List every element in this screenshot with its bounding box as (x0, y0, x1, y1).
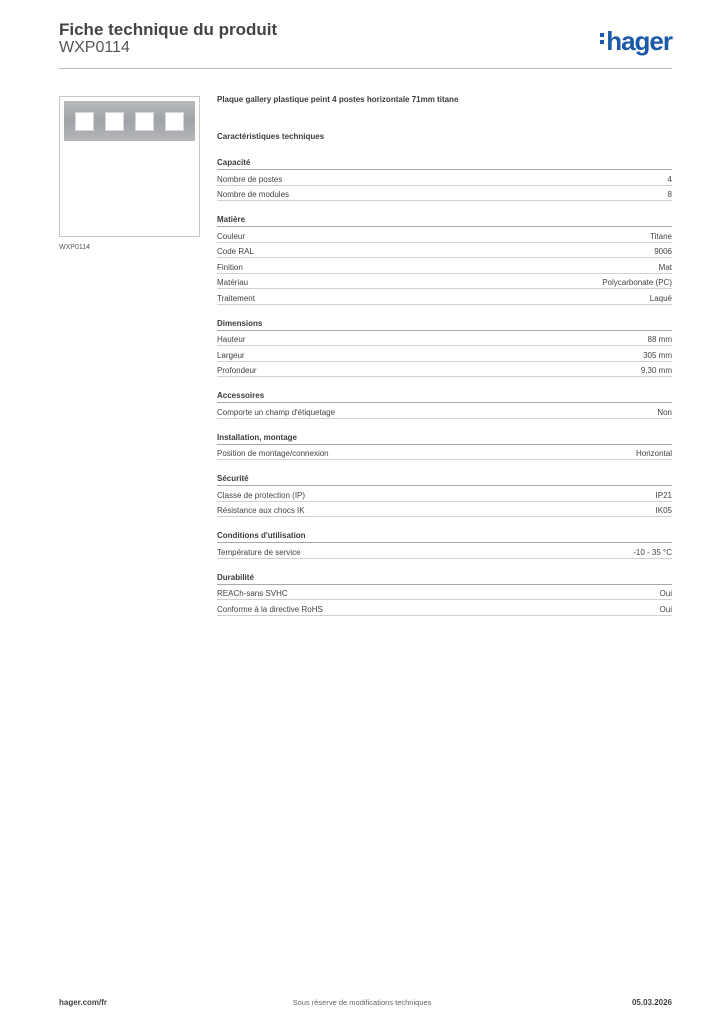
spec-label: Résistance aux chocs IK (217, 506, 305, 515)
spec-value: IK05 (655, 506, 672, 515)
spec-value: 4 (667, 174, 672, 184)
spec-row (217, 600, 672, 616)
spec-row (217, 486, 672, 502)
product-description: Plaque gallery plastique peint 4 postes horizontale 71mm titane (217, 95, 459, 104)
spec-label: Nombre de postes (217, 174, 283, 184)
plate-slot (165, 112, 184, 131)
spec-row (217, 274, 672, 290)
spec-row (217, 170, 672, 186)
spec-label: Température de service (217, 547, 301, 557)
spec-label: REACh-sans SVHC (217, 589, 288, 598)
spec-value: Mat (658, 262, 672, 272)
spec-label: Nombre de modules (217, 190, 290, 199)
section-title: Dimensions (217, 319, 672, 331)
spec-value: 305 mm (643, 350, 672, 360)
image-caption: WXP0114 (59, 244, 90, 251)
spec-row (217, 346, 672, 362)
spec-content (217, 95, 672, 616)
spec-label: Code RAL (217, 247, 254, 256)
spec-row (217, 331, 672, 347)
spec-row (217, 543, 672, 559)
spec-row (217, 403, 672, 419)
spec-label: Traitement (217, 293, 255, 303)
spec-value: Laqué (649, 293, 672, 303)
spec-row (217, 362, 672, 378)
spec-label: Matériau (217, 278, 249, 287)
spec-section (217, 319, 672, 378)
spec-value: Polycarbonate (PC) (602, 278, 672, 287)
footer-date: 05.03.2026 (631, 998, 672, 1007)
spec-value: Oui (659, 589, 672, 598)
spec-value: Horizontal (635, 449, 672, 458)
characteristics-heading: Caractéristiques techniques (217, 132, 325, 141)
spec-row (217, 585, 672, 601)
plate-slot (105, 112, 124, 131)
spec-value: 8 (667, 190, 672, 199)
section-title: Accessoires (217, 391, 672, 403)
spec-label: Couleur (217, 231, 246, 241)
spec-row (217, 227, 672, 243)
spec-label: Comporte un champ d'étiquetage (217, 407, 336, 417)
plate-slot (135, 112, 154, 131)
spec-section (217, 215, 672, 305)
section-title: Conditions d'utilisation (217, 531, 672, 543)
spec-section (217, 531, 672, 559)
section-title: Matière (217, 215, 672, 227)
spec-label: Classe de protection (IP) (217, 490, 306, 500)
spec-value: Oui (659, 604, 672, 614)
spec-value: Titane (650, 231, 672, 241)
spec-section (217, 433, 672, 461)
footer-notice: Sous réserve de modifications techniques (292, 998, 432, 1007)
spec-row (217, 186, 672, 202)
spec-row (217, 289, 672, 305)
wall-plate-illustration (64, 101, 195, 141)
spec-value: Non (657, 407, 672, 417)
section-title: Installation, montage (217, 433, 672, 445)
spec-section (217, 391, 672, 419)
spec-section (217, 573, 672, 616)
section-title: Durabilité (217, 573, 672, 585)
product-reference: WXP0114 (59, 39, 130, 56)
spec-label: Largeur (217, 350, 245, 360)
spec-label: Finition (217, 262, 243, 272)
spec-row (217, 502, 672, 518)
spec-section (217, 474, 672, 517)
spec-section (217, 158, 672, 201)
section-title: Sécurité (217, 474, 672, 486)
spec-row (217, 243, 672, 259)
logo-dots-icon (600, 30, 605, 47)
spec-value: 9,30 mm (640, 366, 672, 375)
spec-row (217, 445, 672, 461)
spec-label: Conforme à la directive RoHS (217, 604, 323, 614)
spec-value: IP21 (655, 490, 672, 500)
header-divider (59, 68, 672, 69)
footer-website-link[interactable]: hager.com/fr (59, 998, 108, 1007)
brand-logo (600, 26, 672, 57)
logo-text: hager (606, 26, 672, 56)
spec-label: Profondeur (217, 366, 257, 375)
spec-sections (217, 158, 672, 616)
plate-slot (75, 112, 94, 131)
spec-value: 9006 (654, 247, 672, 256)
product-image (59, 96, 200, 237)
spec-label: Position de montage/connexion (217, 449, 329, 458)
spec-value: -10 - 35 °C (633, 547, 672, 557)
spec-value: 88 mm (647, 335, 672, 344)
section-title: Capacité (217, 158, 672, 170)
spec-label: Hauteur (217, 335, 246, 344)
page-title: Fiche technique du produit (59, 20, 278, 39)
spec-row (217, 258, 672, 274)
